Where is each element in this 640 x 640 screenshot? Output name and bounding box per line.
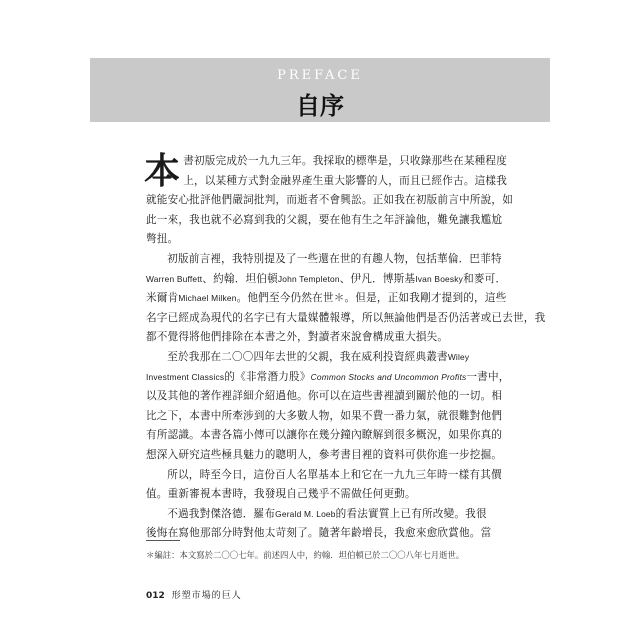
running-title: 形塑市場的巨人	[171, 591, 242, 601]
footnote-rule	[146, 540, 180, 541]
text-line: 有所認識。本書各篇小傳可以讓你在幾分鐘內瞭解到很多概況，如果你真的	[146, 429, 503, 442]
text-line: 此一來，我也就不必寫到我的父親，要在他有生之年評論他，難免讓我尷尬	[146, 213, 503, 226]
text-line	[146, 348, 494, 368]
text-line: 上，以某種方式對金融界產生重大影響的人，而且已經作古。這樣我	[183, 174, 508, 187]
text-line: 值。重新審視本書時，我發現自己幾乎不需做任何更動。	[146, 488, 416, 501]
text-line	[146, 505, 494, 525]
text-span: 的看法實質上已有所改變。我很	[335, 507, 487, 520]
text-span: 和麥可．	[463, 272, 507, 285]
drop-cap: 本	[144, 151, 181, 192]
text-line: 想深入研究這些極具魅力的聰明人，參考書目裡的資料可供你進一步挖掘。	[146, 448, 503, 461]
text-span: 至於我那在二〇〇四年去世的父親，我在威利投資經典叢書	[167, 350, 448, 363]
name-latin: Ivan Boesky	[415, 273, 464, 284]
footnote: ＊編註：本文寫於二〇〇七年。前述四人中，約翰．坦伯頓已於二〇〇八年七月逝世。	[146, 550, 465, 560]
name-latin: Warren Buffett	[146, 273, 203, 284]
header-band	[90, 58, 550, 122]
text-line: 初版前言裡，我特別提及了一些還在世的有趣人物，包括華倫．巴菲特	[167, 252, 502, 265]
text-line: 就能安心批評他們嚴詞批判，而逝者不會興訟。正如我在初版前言中所說，如	[146, 194, 513, 207]
text-span: 不過我對傑洛德．羅布	[167, 507, 276, 520]
text-line: 比之下，本書中所牽涉到的大多數人物，如果不費一番力氣，就很難對他們	[146, 409, 503, 422]
text-line: 書初版完成於一九九三年。我採取的標準是，只收錄那些在某種程度	[183, 155, 508, 167]
page-number: 012	[146, 591, 165, 601]
text-span: 米爾肯	[146, 292, 179, 305]
text-line: 後悔在寫他那部分時對他太苛刻了。隨著年齡增長，我愈來愈欣賞他。當	[146, 527, 492, 540]
body-text	[144, 151, 546, 544]
text-span: 、約翰．坦伯頓	[202, 272, 278, 285]
text-line: 以及其他的著作裡詳細介紹過他。你可以在這些書裡讀到關於他的一切。相	[146, 390, 503, 403]
preface-title-zh: 自序	[296, 92, 344, 120]
name-latin: Investment Classics	[146, 371, 225, 382]
name-latin: Michael Milken	[178, 293, 237, 304]
name-latin: John Templeton	[277, 273, 340, 284]
preface-title-en: PREFACE	[277, 68, 363, 83]
text-span: 。他們至今仍然在世＊。但是，正如我剛才提到的，這些	[236, 292, 507, 305]
name-latin: Gerald M. Loeb	[275, 508, 336, 519]
text-line: 彆扭。	[146, 233, 179, 246]
text-line	[146, 270, 507, 290]
book-title-latin: Common Stocks and Uncommon Profits	[310, 371, 467, 382]
name-latin: Wiley	[447, 351, 470, 362]
text-line: 所以，時至今日，這份百人名單基本上和它在一九九三年時一樣有其價	[167, 468, 502, 481]
text-line	[146, 368, 510, 388]
paragraph-1	[144, 151, 508, 192]
text-line: 都不覺得將他們排除在本書之外，對讀者來說會構成重大損失。	[146, 331, 449, 344]
text-span: 一書中，	[466, 370, 510, 383]
text-line	[146, 289, 507, 309]
folio	[146, 588, 242, 601]
text-line: 名字已經成為現代的名字已有大量媒體報導，所以無論他們是否仍活著或已去世，我	[146, 311, 546, 324]
text-span: 、伊凡．博斯基	[339, 272, 416, 285]
text-span: 的《非常潛力股》	[224, 370, 311, 383]
